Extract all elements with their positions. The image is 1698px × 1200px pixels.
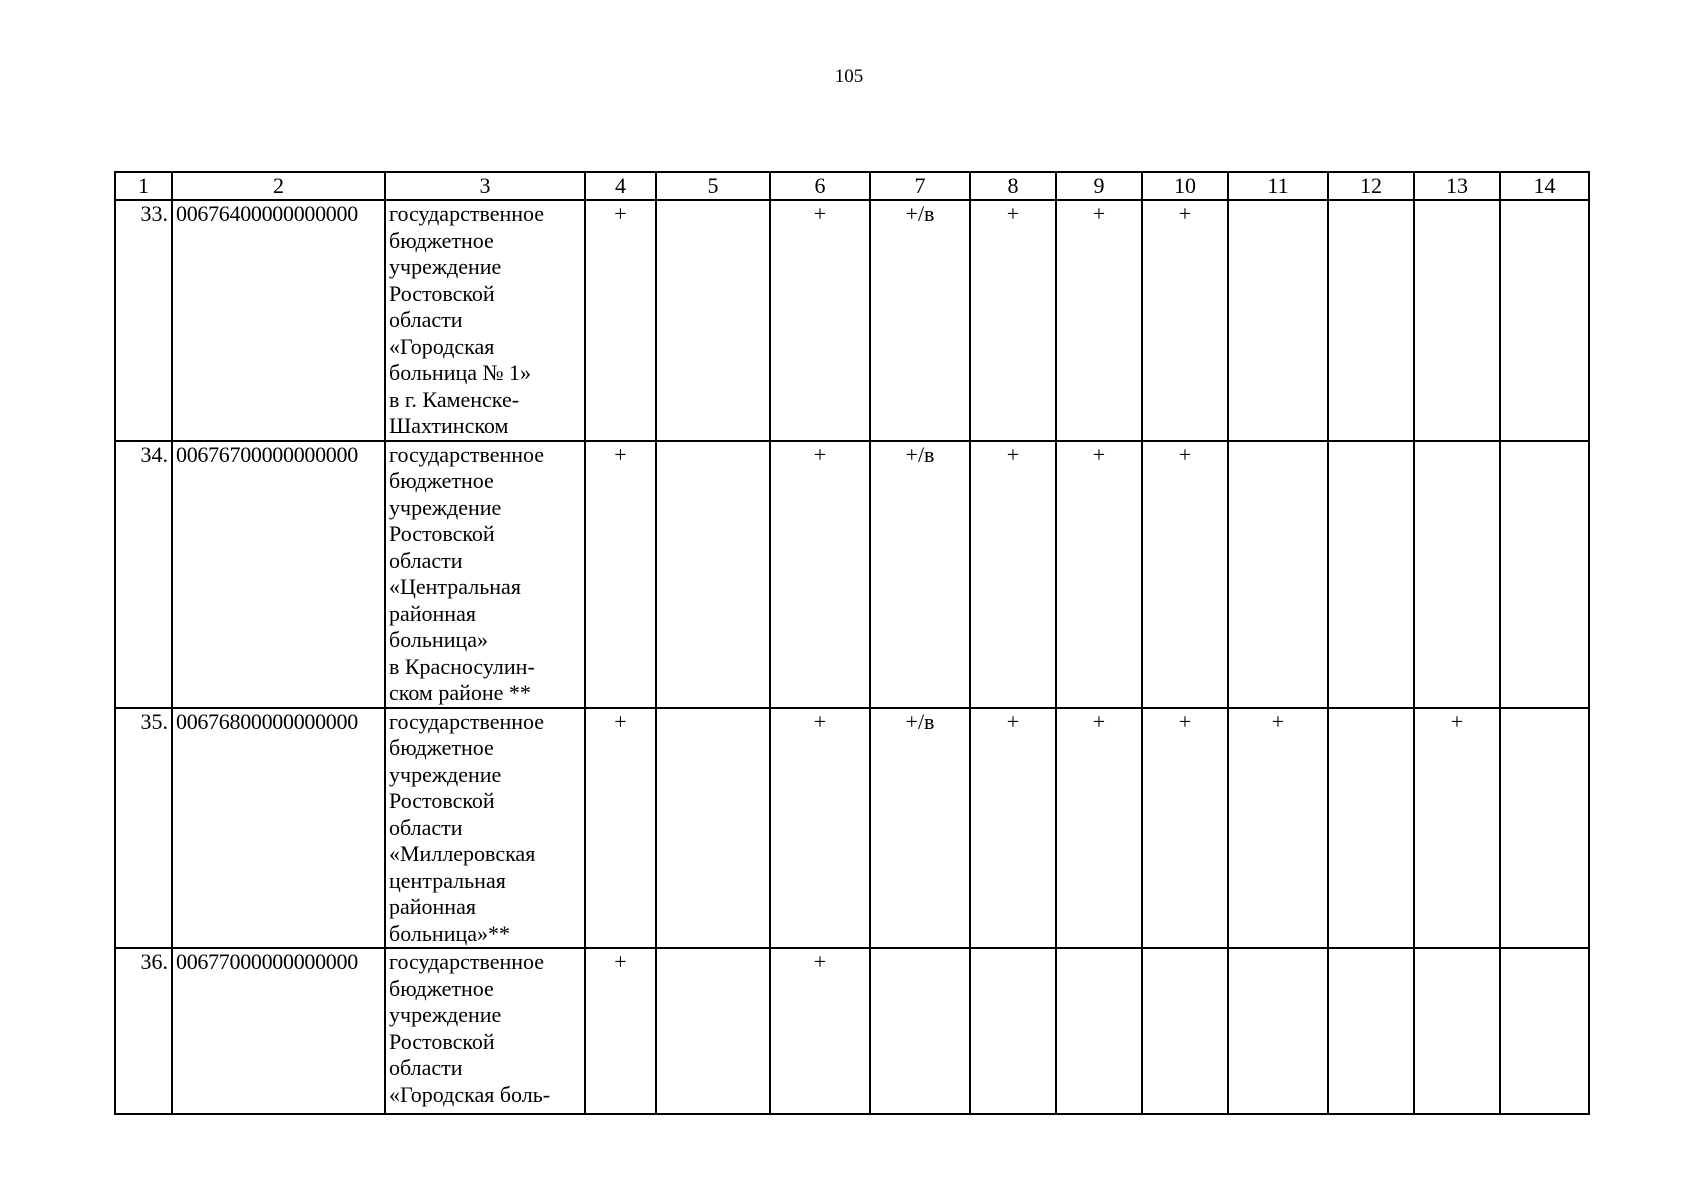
mark-cell [1056, 948, 1142, 1114]
mark-cell [1228, 441, 1328, 708]
org-code: 00677000000000000 [172, 948, 385, 1114]
column-header: 12 [1328, 172, 1414, 200]
org-name: государственное бюджетное учреждение Ростовской области «Городская боль- [385, 948, 585, 1114]
column-header: 10 [1142, 172, 1228, 200]
column-header: 7 [870, 172, 970, 200]
mark-cell: + [585, 200, 656, 441]
mark-cell [1414, 441, 1500, 708]
mark-cell [1500, 948, 1589, 1114]
org-code: 00676700000000000 [172, 441, 385, 708]
column-header: 9 [1056, 172, 1142, 200]
column-header: 8 [970, 172, 1056, 200]
column-header: 1 [115, 172, 172, 200]
mark-cell: + [1142, 441, 1228, 708]
mark-cell: + [1056, 441, 1142, 708]
table-row [115, 948, 1589, 1114]
mark-cell: + [770, 441, 870, 708]
column-header: 5 [656, 172, 770, 200]
table-row [115, 441, 1589, 708]
mark-cell [656, 948, 770, 1114]
mark-cell [1228, 948, 1328, 1114]
column-header: 6 [770, 172, 870, 200]
mark-cell: + [770, 708, 870, 949]
mark-cell: + [970, 441, 1056, 708]
registry-table [114, 171, 1590, 1115]
row-number: 34. [115, 441, 172, 708]
mark-cell: + [770, 200, 870, 441]
mark-cell: +/в [870, 441, 970, 708]
column-header: 4 [585, 172, 656, 200]
mark-cell: + [585, 441, 656, 708]
mark-cell [1414, 948, 1500, 1114]
mark-cell [1328, 200, 1414, 441]
page-number: 105 [834, 66, 864, 87]
mark-cell: + [970, 708, 1056, 949]
mark-cell [1500, 200, 1589, 441]
org-code: 00676800000000000 [172, 708, 385, 949]
mark-cell [870, 948, 970, 1114]
org-name: государственное бюджетное учреждение Ростовской области «Центральная районная больница» в Красносулин- ском районе ** [385, 441, 585, 708]
row-number: 36. [115, 948, 172, 1114]
mark-cell: + [1142, 200, 1228, 441]
mark-cell: + [585, 948, 656, 1114]
column-header: 2 [172, 172, 385, 200]
mark-cell [1142, 948, 1228, 1114]
mark-cell: + [1142, 708, 1228, 949]
mark-cell: + [970, 200, 1056, 441]
mark-cell [1500, 441, 1589, 708]
mark-cell [1328, 441, 1414, 708]
org-code: 00676400000000000 [172, 200, 385, 441]
mark-cell: +/в [870, 708, 970, 949]
mark-cell [656, 441, 770, 708]
table-row [115, 708, 1589, 949]
table-header-row [115, 172, 1589, 200]
org-name: государственное бюджетное учреждение Ростовской области «Городская больница № 1» в г. Каменске- Шахтинском [385, 200, 585, 441]
mark-cell [1328, 948, 1414, 1114]
mark-cell: + [1228, 708, 1328, 949]
row-number: 35. [115, 708, 172, 949]
column-header: 13 [1414, 172, 1500, 200]
column-header: 11 [1228, 172, 1328, 200]
mark-cell: +/в [870, 200, 970, 441]
mark-cell: + [1056, 200, 1142, 441]
row-number: 33. [115, 200, 172, 441]
mark-cell [1228, 200, 1328, 441]
mark-cell: + [1056, 708, 1142, 949]
mark-cell [1328, 708, 1414, 949]
table-row [115, 200, 1589, 441]
org-name: государственное бюджетное учреждение Ростовской области «Миллеровская центральная районная больница»** [385, 708, 585, 949]
mark-cell [656, 708, 770, 949]
mark-cell: + [585, 708, 656, 949]
column-header: 14 [1500, 172, 1589, 200]
column-header: 3 [385, 172, 585, 200]
mark-cell [1414, 200, 1500, 441]
mark-cell [970, 948, 1056, 1114]
mark-cell [656, 200, 770, 441]
mark-cell: + [1414, 708, 1500, 949]
mark-cell: + [770, 948, 870, 1114]
mark-cell [1500, 708, 1589, 949]
